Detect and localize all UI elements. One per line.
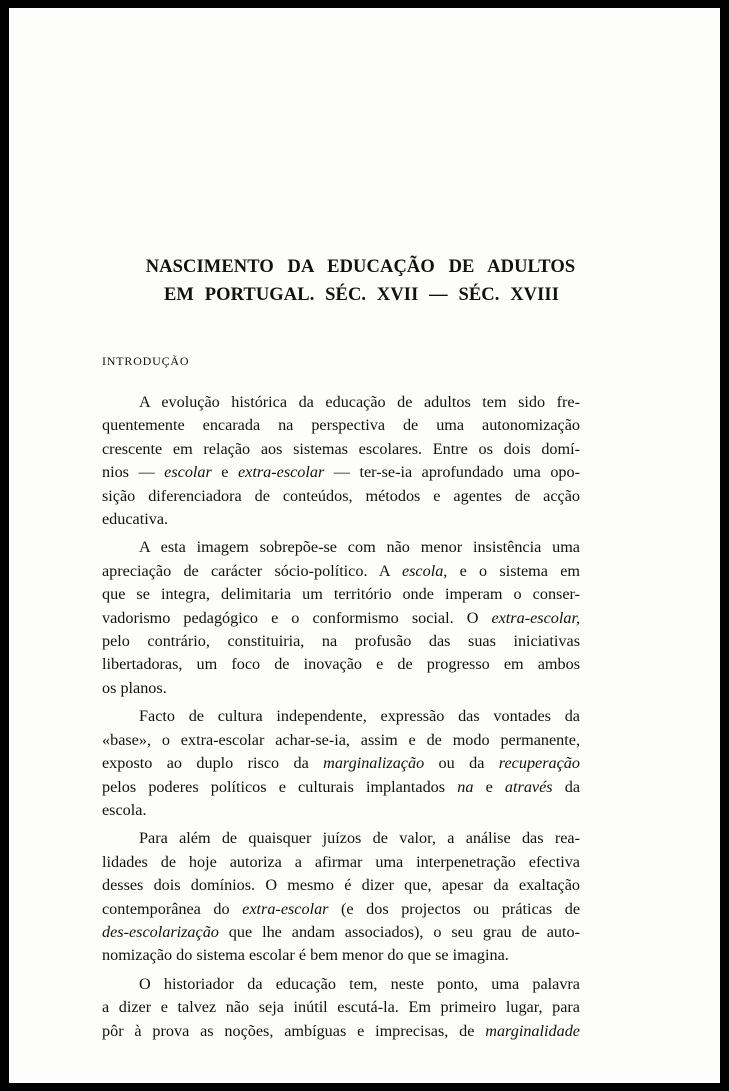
document-page	[9, 8, 720, 1083]
italic-term: extra-escolar	[237, 463, 325, 482]
text-line: crescente em relação aos sistemas escolares. Entre os dois domí-	[102, 439, 580, 458]
text-line: que se integra, delimitaria um território onde imperam o conser-	[102, 585, 580, 604]
italic-term: escola,	[401, 561, 448, 580]
text-line: O historiador da educação tem, neste ponto, uma palavra	[139, 974, 580, 993]
italic-term: escolar	[164, 463, 212, 482]
page-title-line-2: EM PORTUGAL. SÉC. XVII — SÉC. XVIII	[163, 285, 560, 305]
text-line: os planos.	[102, 678, 167, 697]
italic-term: recuperação	[498, 754, 580, 773]
text-line: desses dois domínios. O mesmo é dizer que, apesar da exaltação	[102, 876, 580, 895]
text-line: des-escolarização que lhe andam associados), o seu grau de auto-	[102, 922, 580, 941]
text-line: sição diferenciadora de conteúdos, métodos e agentes de acção	[102, 486, 580, 505]
text-line: quentemente encarada na perspectiva de uma autonomização	[102, 416, 580, 435]
text-line: pelos poderes políticos e culturais implantados na e através da	[102, 777, 581, 796]
text-line: «base», o extra-escolar achar-se-ia, assim e de modo permanente,	[102, 730, 580, 749]
text-line: apreciação de carácter sócio-político. A escola, e o sistema em	[102, 561, 580, 580]
italic-term: extra-escolar	[242, 899, 329, 918]
italic-term: des-escolarização	[102, 922, 219, 941]
italic-term: na	[457, 777, 474, 796]
text-line: A evolução histórica da educação de adultos tem sido fre-	[139, 393, 580, 411]
body-text	[102, 391, 580, 1043]
text-line: a dizer e talvez não seja inútil escutá-la. Em primeiro lugar, para	[102, 998, 580, 1017]
section-label: INTRODUÇÃO	[102, 354, 190, 368]
paragraph	[102, 705, 580, 822]
text-line: A esta imagem sobrepõe-se com não menor insistência uma	[139, 538, 580, 557]
text-line: vadorismo pedagógico e o conformismo social. O extra-escolar,	[102, 608, 580, 627]
text-line: educativa.	[102, 510, 169, 529]
text-line: libertadoras, um foco de inovação e de progresso em ambos	[102, 655, 580, 674]
italic-term: marginalização	[323, 754, 425, 773]
text-line: nomização do sistema escolar é bem menor do que se imagina.	[102, 946, 509, 965]
text-line: Para além de quaisquer juízos de valor, a análise das rea-	[139, 829, 580, 848]
page-title-line-1: NASCIMENTO DA EDUCAÇÃO DE ADULTOS	[145, 257, 576, 277]
italic-term: extra-escolar,	[491, 608, 580, 627]
italic-term: através	[504, 777, 553, 796]
text-line: exposto ao duplo risco da marginalização ou da recuperação	[102, 754, 580, 773]
text-line: escola.	[102, 800, 147, 819]
paragraph	[102, 973, 580, 1043]
paragraph	[102, 827, 580, 967]
paragraph	[102, 536, 580, 700]
text-line: pelo contrário, constituiria, na profusão das suas iniciativas	[102, 632, 580, 651]
italic-term: marginalidade	[485, 1021, 580, 1040]
text-line: lidades de hoje autoriza a afirmar uma interpenetração efectiva	[102, 852, 580, 871]
text-line: contemporânea do extra-escolar (e dos projectos ou práticas de	[102, 899, 580, 918]
text-line: pôr à prova as noções, ambíguas e imprecisas, de marginalidade	[102, 1021, 580, 1040]
text-line: Facto de cultura independente, expressão das vontades da	[139, 707, 580, 726]
paragraph	[102, 391, 580, 531]
text-line: nios — escolar e extra-escolar — ter-se-ia aprofundado uma opo-	[102, 463, 580, 482]
